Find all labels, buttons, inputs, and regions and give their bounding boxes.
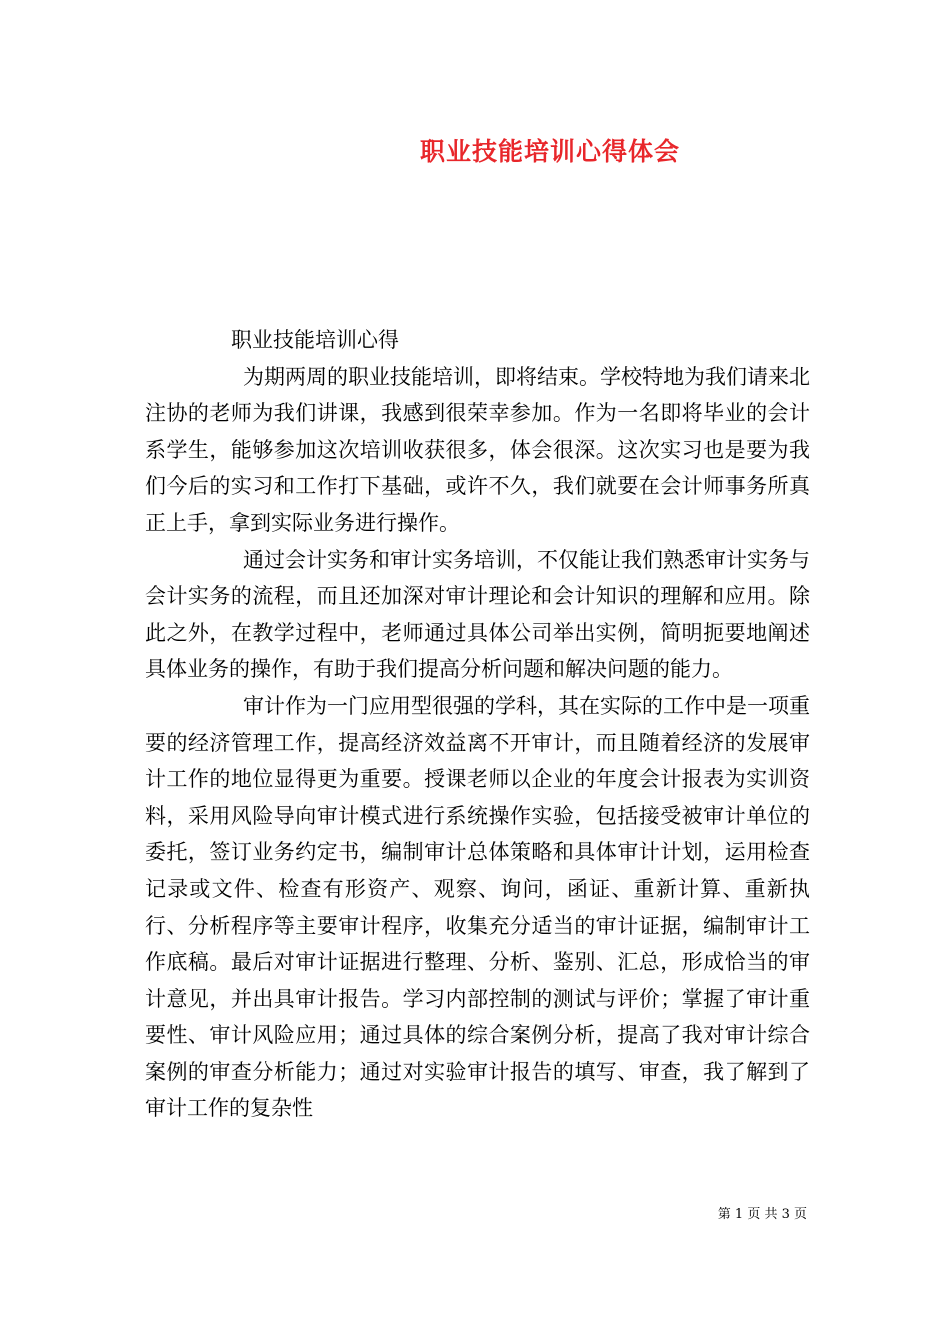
document-subtitle: 职业技能培训心得 bbox=[231, 328, 399, 352]
paragraph-2: 通过会计实务和审计实务培训，不仅能让我们熟悉审计实务与会计实务的流程，而且还加深对审计理论和会计知识的理解和应用。除此之外，在教学过程中，老师通过具体公司举出实例，简明扼要地阐述具体业务的操作，有助于我们提高分析问题和解决问题的能力。 bbox=[145, 547, 810, 682]
paragraph-1: 为期两周的职业技能培训，即将结束。学校特地为我们请来北注协的老师为我们讲课，我感到很荣幸参加。作为一名即将毕业的会计系学生，能够参加这次培训收获很多，体会很深。这次实习也是要为我们今后的实习和工作打下基础，或许不久，我们就要在会计师事务所真正上手，拿到实际业务进行操作。 bbox=[145, 364, 810, 535]
document-body bbox=[145, 322, 810, 1127]
paragraph-3: 审计作为一门应用型很强的学科，其在实际的工作中是一项重要的经济管理工作，提高经济效益离不开审计，而且随着经济的发展审计工作的地位显得更为重要。授课老师以企业的年度会计报表为实训资料，采用风险导向审计模式进行系统操作实验，包括接受被审计单位的委托，签订业务约定书，编制审计总体策略和具体审计计划，运用检查记录或文件、检查有形资产、观察、询问，函证、重新计算、重新执行、分析程序等主要审计程序，收集充分适当的审计证据，编制审计工作底稿。最后对审计证据进行整理、分析、鉴别、汇总，形成恰当的审计意见，并出具审计报告。学习内部控制的测试与评价；掌握了审计重要性、审计风险应用；通过具体的综合案例分析，提高了我对审计综合案例的审查分析能力；通过对实验审计报告的填写、审查，我了解到了审计工作的复杂性 bbox=[145, 693, 810, 1121]
page-number: 第 1 页 共 3 页 bbox=[717, 1207, 807, 1222]
document-title: 职业技能培训心得体会 bbox=[419, 137, 680, 166]
